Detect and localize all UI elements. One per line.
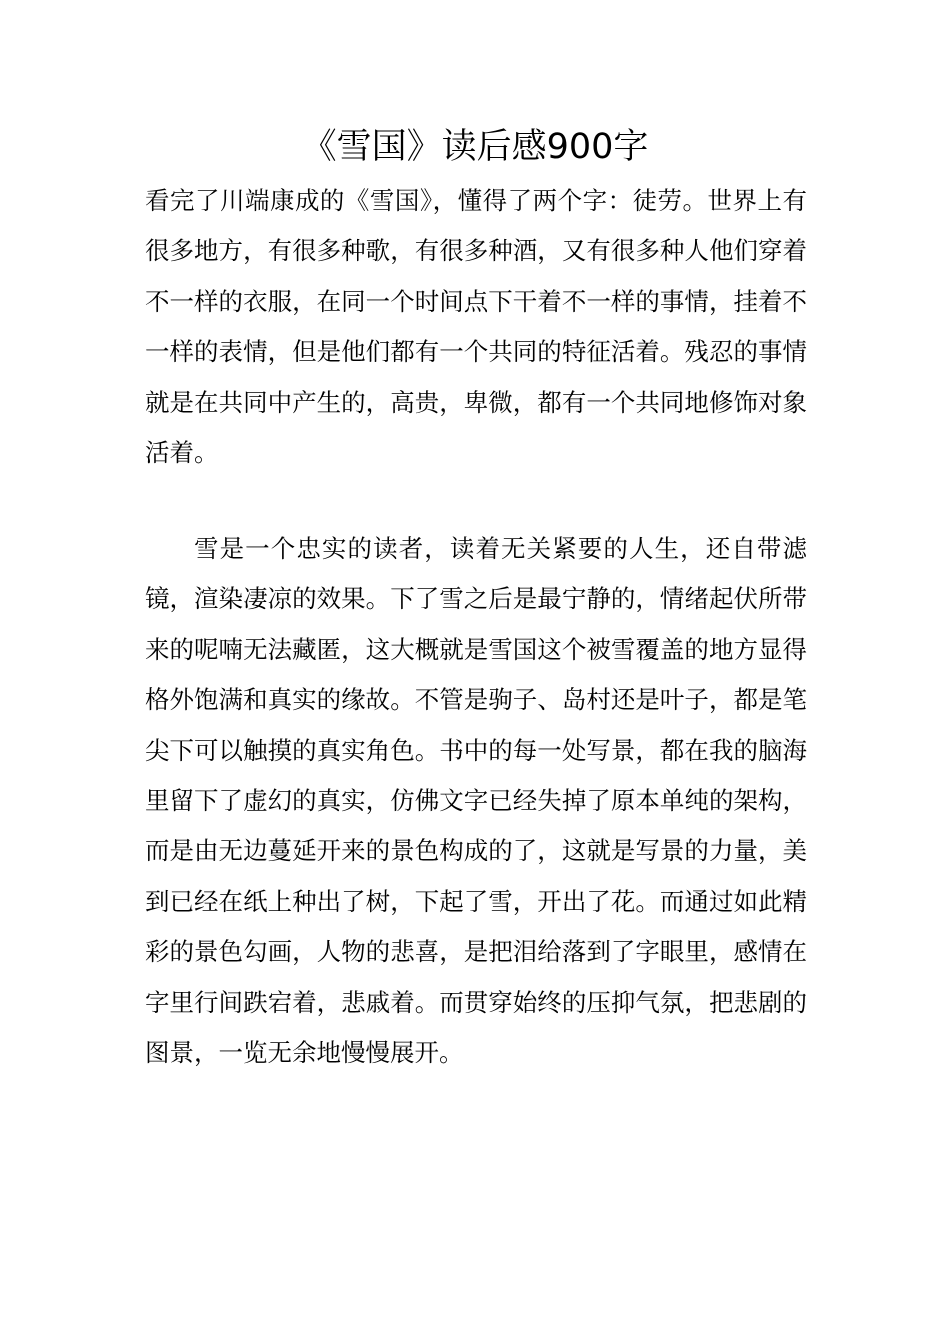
body-paragraph-2: 雪是一个忠实的读者，读着无关紧要的人生，还自带滤镜，渲染凄凉的效果。下了雪之后是最宁静的，情绪起伏所带来的呢喃无法藏匿，这大概就是雪国这个被雪覆盖的地方显得格外饱满和真实的缘故。不管是驹子、岛村还是叶子，都是笔尖下可以触摸的真实角色。书中的每一处写景，都在我的脑海里留下了虚幻的真实，仿佛文字已经失掉了原本单纯的架构，而是由无边蔓延开来的景色构成的了，这就是写景的力量，美到已经在纸上种出了树，下起了雪，开出了花。而通过如此精彩的景色勾画，人物的悲喜，是把泪给落到了字眼里，感情在字里行间跌宕着，悲戚着。而贯穿始终的压抑气氛，把悲剧的图景，一览无余地慢慢展开。 xyxy=(145,534,807,1068)
body-paragraph-1: 看完了川端康成的《雪国》，懂得了两个字：徒劳。世界上有很多地方，有很多种歌，有很多种酒，又有很多种人他们穿着不一样的衣服，在同一个时间点下干着不一样的事情，挂着不一样的表情，但是他们都有一个共同的特征活着。残忍的事情就是在共同中产生的，高贵，卑微，都有一个共同地修饰对象活着。 xyxy=(145,186,807,468)
document-title: 《雪国》读后感900字 xyxy=(301,127,649,167)
